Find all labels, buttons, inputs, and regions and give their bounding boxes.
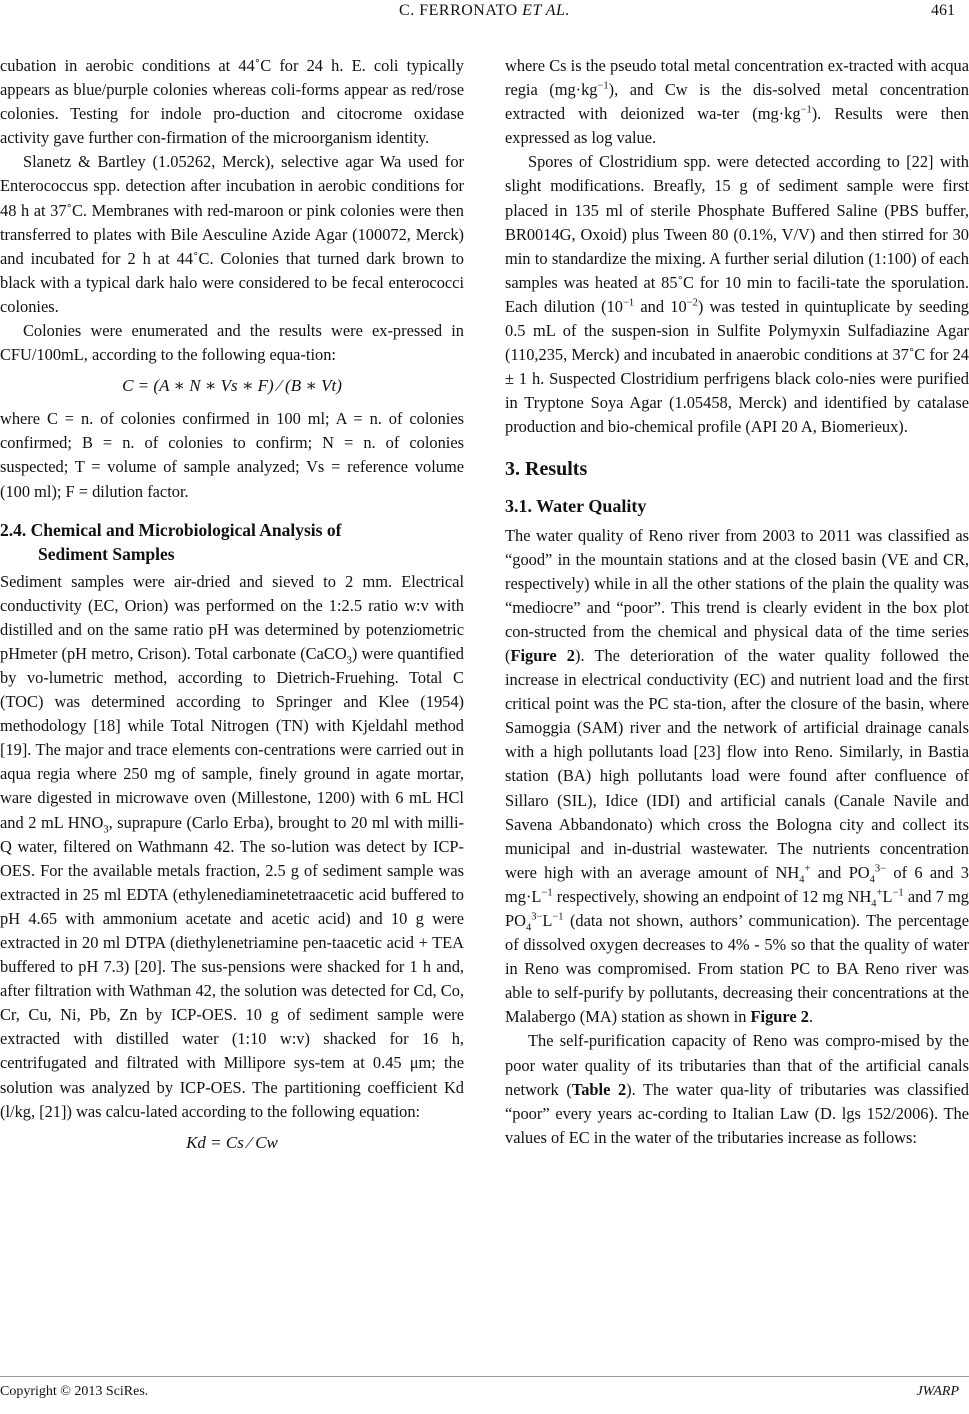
text-run: respectively, showing an endpoint of 12 mg	[552, 886, 848, 906]
page-number: 461	[931, 2, 955, 19]
section-heading-2-4	[0, 518, 464, 566]
equation-kd: Kd = Cs ⁄ Cw	[186, 1132, 278, 1152]
text-run: ). Results were then expressed as log value.	[505, 104, 969, 148]
figure-reference: Figure 2	[750, 1007, 809, 1027]
text-run: ) was tested in quintuplicate by seeding 0.5 mL of the suspen-sion in Sulfite Polymyxin Sulfadiazine Agar (110,235, Merck) and incubated in anaerobic conditions at 37˚C for 24 ± 1 h. Suspected Clostridium perfrigens black colo-nies were purified in Tryptone Soya Agar (1.05458, Merck) and identified by catalase production and bio-chemical profile (API 20 A, Biomerieux).	[505, 296, 969, 437]
left-column	[0, 54, 464, 1164]
text-run: The water quality of Reno river from 2003 to 2011 was classified as “good” in the mountain stations and at the closed basin (VE and CR, respectively) while in all the other stations of the plain the quality was “mediocre” and “poor”. This trend is clearly evident in the box plot con-structed from the chemical and physical data of the time series (	[505, 525, 969, 665]
text-run: L	[882, 886, 893, 906]
page-footer	[0, 1384, 969, 1408]
superscript: 3−	[874, 863, 887, 875]
text-run: of 6 and 3 mg·L	[505, 862, 969, 906]
paragraph: Slanetz & Bartley (1.05262, Merck), selective agar Wa used for Enterococcus spp. detection after incubation in aerobic conditions for 48 h at 37˚C. Membranes with red-maroon or pink colonies were then transferred to plates with Bile Aesculine Azide Agar (100072, Merck) and incubated for 2 h at 44˚C. Colonies that turned dark brown to black with a typical dark halo were considered to be fecal enterococci colonies.	[0, 152, 464, 316]
text-run: ). The water qua-lity of tributaries was classified “poor” every years ac-cording to Italian Law (D. lgs 152/2006). The values of EC in the water of the tributaries increase as follows:	[505, 1079, 969, 1147]
subscript: 4	[871, 898, 877, 910]
running-head	[0, 2, 969, 20]
text-run: Spores of Clostridium spp. were detected according to [22] with slight modifications. Breafly, 15 g of sediment sample were first placed in 135 ml of sterile Phosphate Buffered Saline (PBS buffer, BR0014G, Oxoid) plus Tween 80 (0.1%, V/V) and then stirred for 30 min to standardize the mixing. A further serial dilution (1:100) of each samples was heated at 85˚C for 10 min to facili-tate the sporulation. Each dilution (10	[505, 152, 969, 316]
text-run: and 7 mg	[903, 886, 969, 906]
paragraph: where C = n. of colonies confirmed in 100 ml; A = n. of colonies confirmed; B = n. of colonies to confirm; N = n. of colonies suspected; T = volume of sample analyzed; Vs = reference volume (100 ml); F = dilution factor.	[0, 409, 464, 501]
text-run: and	[810, 862, 849, 882]
text-run: Sediment samples were air-dried and sieved to 2 mm. Electrical conductivity (EC, Orion) was performed on the 1:2.5 ratio w:v with distilled and on the same ratio pH was determined by potenziometric pHmeter (pH metro, Crison). Total carbonate (CaCO	[0, 571, 464, 663]
text-run: ) were quantified by vo-lumetric method, according to Dietrich-Fruehing. Total C (TOC) was determined according to Springer and Klee (1954) methodology [18] while Total Nitrogen (TN) with Kjeldahl method [19]. The major and trace elements con-centrations were carried out in aqua regia where 250 mg of sample, finely ground in agate mortar, ware digested in microwave oven (Millestone, 1200) with 6 mL HCl and 2 mL HNO	[0, 643, 464, 832]
text-run: NH	[847, 886, 872, 906]
right-column	[505, 54, 969, 1150]
equation-colony-count: C = (A ∗ N ∗ Vs ∗ F) ⁄ (B ∗ Vt)	[122, 376, 342, 396]
text-run: PO	[848, 862, 870, 882]
copyright-notice: Copyright © 2013 SciRes.	[0, 1384, 149, 1399]
section-heading-water-quality: 3.1. Water Quality	[505, 495, 647, 516]
journal-name: JWARP	[916, 1384, 959, 1399]
superscript: +	[876, 887, 883, 899]
superscript: −1	[892, 887, 904, 899]
text-run: .	[808, 1007, 814, 1027]
paragraph	[505, 54, 969, 150]
paragraph: cubation in aerobic conditions at 44˚C for 24 h. E. coli typically appears as blue/purple colonies whereas coli-forms appear as red/rose colonies. Testing for indole pro-duction and citocrome oxidase activity gave further con-firmation of the microorganism identity.	[0, 56, 464, 148]
text-run: The self-purification capacity of Reno was compro-mised by the poor water quality of its tributaries than that of the artificial canals network (	[505, 1031, 969, 1099]
text-run: L	[542, 911, 553, 930]
superscript: −1	[597, 80, 609, 92]
paragraph	[505, 524, 969, 1030]
table-reference: Table 2	[571, 1079, 627, 1099]
text-run: ). The deterioration of the water quality followed the increase in electrical conductivity (EC) and nutrient load and the first critical point was the PC sta-tion, after the closure of the basin, where Samoggia (SAM) river and the network of artificial drainage canals with a high pollutants load [23] flow into Reno. Similarly, in Bastia station (BA) high pollutants load were found after confluence of Sillaro (SIL), Idice (IDI) and artificial canals (Canale Navile and Savena Abbandonato) which cross the Bologna city and collect its municipal and in-dustrial wastewater. The nutrients concentration were high with an average amount of	[505, 645, 969, 882]
heading-line: Sediment Samples	[38, 543, 175, 564]
running-head-authors: C. FERRONATO	[399, 2, 518, 19]
superscript: 3−	[531, 911, 543, 923]
text-run: (data not shown, authors’ communication). The percentage of dissolved oxygen decreases to 4% - 5% so that the quality of water in Reno was compromised. From station PC to BA Reno river was able to self-purify by pollutants, decreasing their concentrations at the Malabergo (MA) station as shown in	[505, 911, 969, 1027]
superscript: −1	[623, 297, 635, 309]
superscript: −1	[552, 911, 564, 923]
text-run: , suprapure (Carlo Erba), brought to 20 ml with milli-Q water, filtered on Wathmann 42. The so-lution was detect by ICP-OES. For the available metals fraction, 2.5 g of sediment sample was extracted in 25 ml EDTA (ethylenediaminetetraacetic acid buffered to pH 4.65 with ammonium acetate and acetic acid) and 10 g were extracted in 20 ml DTPA (diethylenetriamine pen-taacetic acid + TEA buffered to pH 7.3) [20]. The sus-pensions were shacked for 1 h and, after filtration with Wathman 42, the solution was detected for Cd, Co, Cr, Cu, Ni, Pb, Zn by ICP-OES. 10 g of sediment sample were extracted with distilled water (1:10 w:v) shacked for 16 h, centrifugated and filtrated with Millipore sys-tem at 0.45 μm; the solution was analyzed by ICP-OES. The partitioning coefficient Kd (l/kg, [21]) was calcu-lated according to the following equation:	[0, 812, 464, 1121]
paragraph	[0, 570, 464, 1124]
paragraph	[505, 1029, 969, 1149]
superscript: −2	[686, 297, 698, 309]
figure-reference: Figure 2	[510, 645, 575, 665]
footer-divider	[0, 1376, 969, 1377]
section-heading-results: 3. Results	[505, 457, 588, 480]
paragraph	[505, 150, 969, 439]
page-header	[0, 0, 969, 24]
text-run: NH	[775, 862, 800, 882]
paragraph: Colonies were enumerated and the results were ex-pressed in CFU/100mL, according to the following equa-tion:	[0, 321, 464, 365]
text-run: PO	[505, 911, 526, 930]
running-head-et-al: ET AL.	[522, 2, 570, 19]
superscript: −1	[541, 887, 553, 899]
subscript: 4	[525, 922, 532, 934]
text-run: and 10	[634, 296, 687, 316]
text-run: ), and Cw is the dis-solved metal concentration extracted with deionized wa-ter (mg·kg	[505, 80, 969, 124]
heading-line: 2.4. Chemical and Microbiological Analysis of	[0, 519, 342, 540]
text-run: where Cs is the pseudo total metal concentration ex-tracted with acqua regia (mg·kg	[505, 56, 969, 100]
subscript: 3	[346, 655, 352, 667]
superscript: −1	[800, 104, 812, 116]
subscript: 3	[103, 823, 109, 835]
superscript: +	[804, 863, 811, 875]
subscript: 4	[869, 874, 875, 886]
subscript: 4	[799, 874, 805, 886]
